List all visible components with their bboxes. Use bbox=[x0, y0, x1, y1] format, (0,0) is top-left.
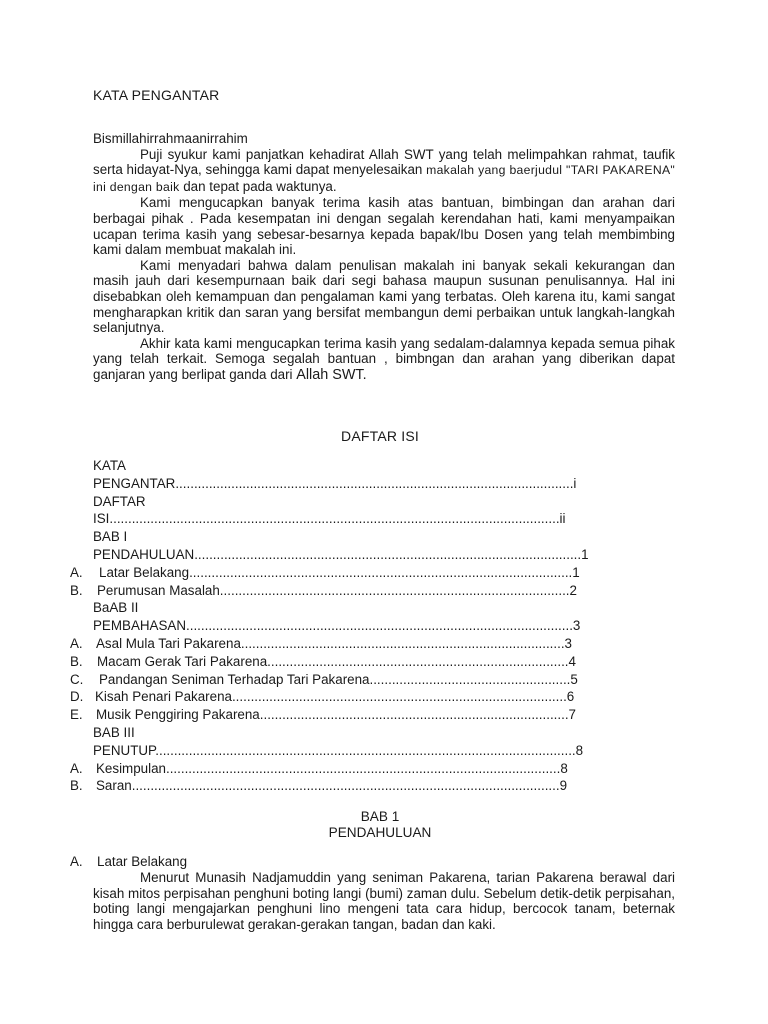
toc-entry: Latar Belakang.......................................................................................................1 bbox=[99, 564, 580, 580]
daftar-isi-title: DAFTAR ISI bbox=[341, 428, 419, 444]
toc-row bbox=[0, 778, 768, 796]
toc-entry: PENUTUP.................................................................................................................8 bbox=[93, 742, 584, 758]
latar-belakang-paragraph: Menurut Munasih Nadjamuddin yang seniman Pakarena, tarian Pakarena berawal dari kisah mitos perpisahan penghuni boting langi (bumi) zaman dulu. Sebelum detik-detik perpisahan, boting langi mengajarkan penghuni lino mengeni tata cara hidup, bercocok tanam, beternak hingga cara berburulewat gerakan-gerakan tangan, badan dan kaki. bbox=[93, 870, 675, 932]
toc-row bbox=[0, 494, 768, 512]
section-heading-latar-belakang bbox=[70, 854, 188, 869]
toc-row bbox=[0, 618, 768, 636]
paragraph-3: Kami menyadari bahwa dalam penulisan makalah ini banyak sekali kekurangan dan masih jauh dari kesempurnaan baik dari segi bahasa maupun susunan penulisannya. Hal ini disebabkan oleh kemampuan dan pengalaman kami yang terbatas. Oleh karena itu, kami sangat mengharapkan kritik dan saran yang bersifat membangun demi perbaikan untuk langkah-langkah selanjutnya. bbox=[93, 257, 675, 336]
toc-entry: Asal Mula Tari Pakarena.......................................................................................3 bbox=[96, 635, 573, 651]
latar-belakang-body bbox=[93, 870, 675, 932]
toc-letter: B. bbox=[70, 778, 83, 794]
kata-pengantar-body bbox=[93, 131, 675, 384]
paragraph-4-part-b: Allah SWT. bbox=[296, 366, 367, 383]
paragraph-1-part-b: makalah yang baerjudul "TARI PAKARENA" ini dengan baik bbox=[93, 163, 675, 194]
toc-entry: Kesimpulan..........................................................................................................8 bbox=[96, 760, 568, 776]
toc-row bbox=[0, 636, 768, 654]
toc-entry: PEMBAHASAN........................................................................................................3 bbox=[93, 618, 581, 634]
paragraph-4-part-a: Akhir kata kami mengucapkan terima kasih yang sedalam-dalamnya kepada semua pihak yang telah terkait. Semoga segalah bantuan , bimbngan dan arahan yang diberikan dapat ganjaran yang berlipat ganda dari bbox=[93, 335, 675, 382]
table-of-contents bbox=[0, 458, 768, 796]
bismillah-line: Bismillahirrahmaanirrahim bbox=[93, 131, 248, 146]
toc-row bbox=[0, 672, 768, 690]
bab-1-number: BAB 1 bbox=[360, 809, 400, 824]
toc-letter: C. bbox=[70, 671, 84, 687]
toc-row bbox=[0, 547, 768, 565]
toc-letter: D. bbox=[70, 689, 84, 705]
paragraph-1-part-a: Puji syukur kami panjatkan kehadirat Allah SWT yang telah melimpahkan rahmat, taufik serta hidayat-Nya, sehingga kami dapat menyelesaikan bbox=[93, 146, 675, 178]
paragraph-4 bbox=[93, 336, 675, 384]
toc-entry: BAB III bbox=[93, 724, 135, 740]
toc-entry: DAFTAR bbox=[93, 493, 146, 509]
toc-row bbox=[0, 511, 768, 529]
toc-letter: A. bbox=[70, 760, 83, 776]
toc-entry: BAB I bbox=[93, 529, 128, 545]
toc-row bbox=[0, 654, 768, 672]
toc-entry: Kisah Penari Pakarena..........................................................................................6 bbox=[95, 689, 575, 705]
toc-row bbox=[0, 743, 768, 761]
toc-letter: B. bbox=[70, 582, 83, 598]
toc-entry: Macam Gerak Tari Pakarena.................................................................................4 bbox=[97, 653, 576, 669]
toc-row bbox=[0, 689, 768, 707]
toc-row bbox=[0, 458, 768, 476]
toc-entry: Pandangan Seniman Terhadap Tari Pakarena......................................................5 bbox=[99, 671, 578, 687]
toc-letter: A. bbox=[70, 564, 83, 580]
toc-entry: Saran...................................................................................................................9 bbox=[96, 778, 568, 794]
toc-entry: ISI.........................................................................................................................ii bbox=[93, 511, 566, 527]
toc-entry: Perumusan Masalah..............................................................................................2 bbox=[97, 582, 577, 598]
paragraph-1-part-c: dan tepat pada waktunya. bbox=[179, 178, 337, 194]
toc-entry: PENDAHULUAN........................................................................................................1 bbox=[93, 546, 589, 562]
toc-entry: BaAB II bbox=[93, 600, 139, 616]
toc-row bbox=[0, 565, 768, 583]
toc-entry: PENGANTAR...........................................................................................................i bbox=[93, 475, 577, 491]
toc-row bbox=[0, 707, 768, 725]
kata-pengantar-title: KATA PENGANTAR bbox=[93, 87, 220, 103]
toc-entry: Musik Penggiring Pakarena...................................................................................7 bbox=[96, 707, 576, 723]
toc-row bbox=[0, 529, 768, 547]
toc-row bbox=[0, 583, 768, 601]
paragraph-1 bbox=[93, 147, 675, 196]
toc-letter: B. bbox=[70, 653, 83, 669]
section-title: Latar Belakang bbox=[97, 854, 188, 869]
section-letter: A. bbox=[70, 854, 83, 869]
toc-letter: E. bbox=[70, 707, 83, 723]
toc-letter: A. bbox=[70, 635, 83, 651]
toc-row bbox=[0, 600, 768, 618]
bab-1-title: PENDAHULUAN bbox=[328, 825, 432, 840]
toc-row bbox=[0, 476, 768, 494]
toc-entry: KATA bbox=[93, 458, 126, 473]
toc-row bbox=[0, 725, 768, 743]
toc-row bbox=[0, 761, 768, 779]
paragraph-2: Kami mengucapkan banyak terima kasih atas bantuan, bimbingan dan arahan dari berbagai pihak . Pada kesempatan ini dengan segalah kerendahan hati, kami menyampaikan ucapan terima kasih yang sebesar-besarnya kepada bapak/Ibu Dosen yang telah membimbing kami dalam membuat makalah ini. bbox=[93, 195, 675, 258]
